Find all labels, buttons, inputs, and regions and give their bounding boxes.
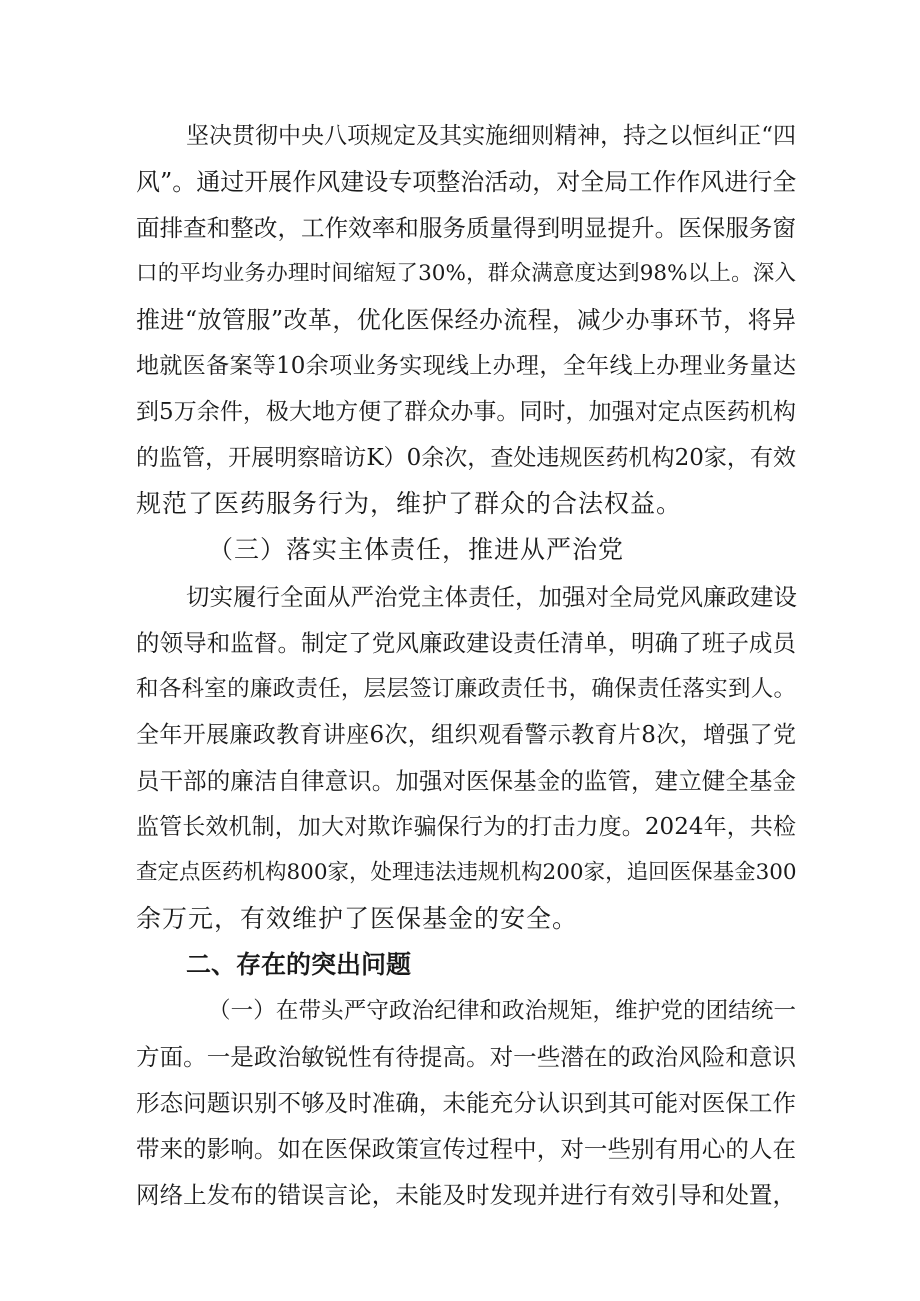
subsection-heading: （三）落实主体责任，推进从严治党	[208, 535, 625, 564]
paragraph-line: 面排查和整改，工作效率和服务质量得到明显提升。医保服务窗	[136, 214, 796, 242]
paragraph-line: 形态问题识别不够及时准确，未能充分认识到其可能对医保工作	[136, 1089, 796, 1117]
paragraph-line: 口的平均业务办理时间缩短了30%，群众满意度达到98%以上。深入	[136, 261, 796, 286]
paragraph-line: 推进“放管服”改革，优化医保经办流程，减少办事环节，将异	[136, 306, 796, 334]
paragraph-line: 监管长效机制，加大对欺诈骗保行为的打击力度。2024年，共检	[136, 814, 796, 840]
paragraph-line: 坚决贯彻中央八项规定及其实施细则精神，持之以恒纠正“四	[186, 123, 796, 149]
section-heading: 二、存在的突出问题	[186, 950, 412, 979]
paragraph-line: 的领导和监督。制定了党风廉政建设责任清单，明确了班子成员	[136, 629, 796, 657]
paragraph-line: 风”。通过开展作风建设专项整治活动，对全局工作作风进行全	[136, 168, 797, 196]
paragraph-line: 网络上发布的错误言论，未能及时发现并进行有效引导和处置，	[136, 1181, 796, 1209]
paragraph-line: 地就医备案等10余项业务实现线上办理，全年线上办理业务量达	[136, 353, 796, 379]
paragraph-line: 和各科室的廉政责任，层层签订廉政责任书，确保责任落实到人。	[136, 676, 796, 702]
paragraph-line: 余万元，有效维护了医保基金的安全。	[136, 904, 579, 933]
paragraph-line: 带来的影响。如在医保政策宣传过程中，对一些别有用心的人在	[136, 1135, 796, 1163]
paragraph-line: 全年开展廉政教育讲座6次，组织观看警示教育片8次，增强了党	[136, 722, 796, 748]
paragraph-line: 查定点医药机构800家，处理违法违规机构200家，追回医保基金300	[136, 860, 797, 885]
paragraph-line: 员干部的廉洁自律意识。加强对医保基金的监管，建立健全基金	[136, 767, 796, 795]
paragraph-line: （一）在带头严守政治纪律和政治规矩，维护党的团结统一	[208, 998, 796, 1024]
paragraph-line: 的监管，开展明察暗访K）0余次，查处违规医药机构20家，有效	[136, 445, 796, 471]
paragraph-line: 到5万余件，极大地方便了群众办事。同时，加强对定点医药机构	[136, 399, 796, 425]
paragraph-line: 规范了医药服务行为，维护了群众的合法权益。	[136, 489, 683, 518]
paragraph-line: 方面。一是政治敏锐性有待提高。对一些潜在的政治风险和意识	[136, 1043, 796, 1071]
paragraph-line: 切实履行全面从严治党主体责任，加强对全局党风廉政建设	[186, 583, 797, 611]
